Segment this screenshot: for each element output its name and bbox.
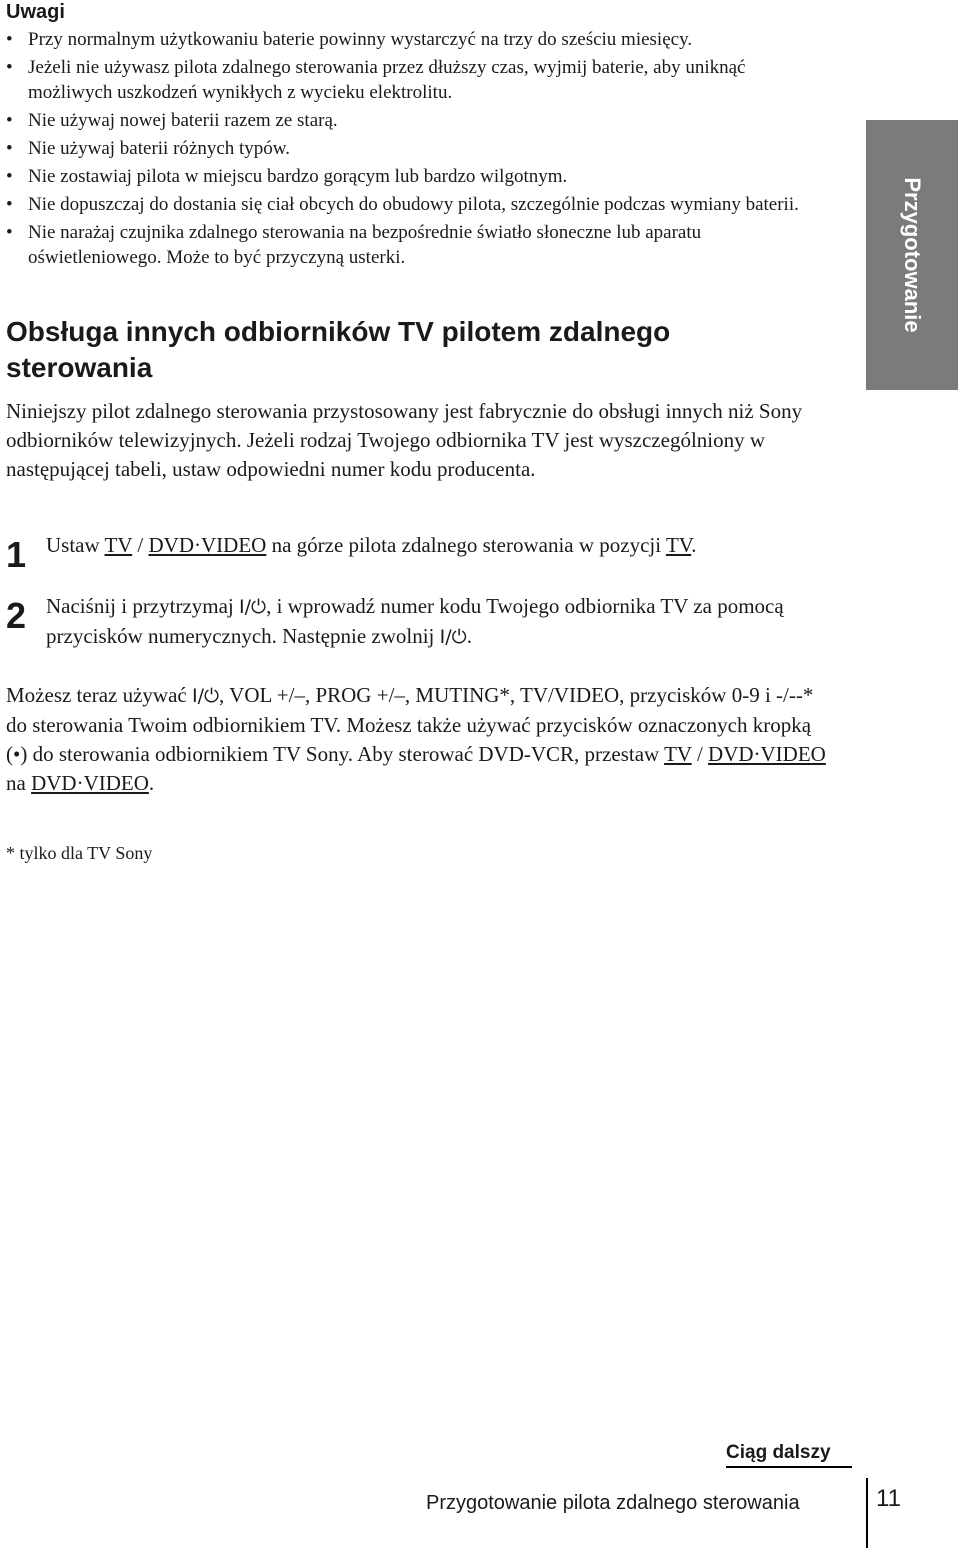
page-number: 11 (876, 1485, 901, 1512)
switch-label-dvd-video: DVD·VIDEO (708, 742, 826, 766)
power-icon: I/⏻ (191, 685, 220, 707)
bullet-icon: • (6, 222, 13, 244)
switch-label-tv: TV (104, 533, 133, 557)
side-tab-label: Przygotowanie (900, 177, 925, 333)
note-text: Nie używaj nowej baterii razem ze starą. (28, 109, 338, 131)
footer-divider (866, 1478, 868, 1548)
notes-heading: Uwagi (6, 1, 65, 23)
switch-label-dvd-video: DVD·VIDEO (148, 533, 267, 557)
bullet-icon: • (6, 137, 13, 159)
list-item (6, 193, 826, 218)
note-text: Nie używaj baterii różnych typów. (28, 137, 291, 159)
step-1 (6, 531, 836, 591)
power-icon: I/⏻ (439, 626, 467, 648)
note-text: Jeżeli nie używasz pilota zdalnego sterowania przez dłuższy czas, wyjmij baterie, aby uniknąć możliwych uszkodzeń wynikłych z wycieku elektrolitu. (28, 57, 746, 103)
list-item (6, 56, 826, 105)
switch-label-dvd-video: DVD·VIDEO (31, 771, 149, 795)
note-text: Nie dopuszczaj do dostania się ciał obcych do obudowy pilota, szczególnie podczas wymiany baterii. (28, 193, 799, 215)
note-text: Nie zostawiaj pilota w miejscu bardzo gorącym lub bardzo wilgotnym. (28, 165, 568, 187)
notes-list (6, 28, 826, 274)
step-2 (6, 592, 836, 652)
list-item (6, 165, 826, 190)
list-item (6, 28, 826, 53)
step-text: Ustaw TV / DVD·VIDEO na górze pilota zdalnego sterowania w pozycji TV. (46, 533, 697, 557)
list-item (6, 137, 826, 162)
switch-label-tv: TV (665, 533, 692, 557)
bullet-icon: • (6, 165, 13, 187)
section-intro: Niniejszy pilot zdalnego sterowania przystosowany jest fabrycznie do obsługi innych niż Sony odbiorników telewizyjnych. Jeżeli rodzaj Twojego odbiornika TV jest wyszczególniony w następującej tabeli, ustaw odpowiedni numer kodu producenta. (6, 399, 803, 481)
bullet-icon: • (6, 193, 13, 215)
step-number: 1 (6, 534, 27, 575)
footnote: * tylko dla TV Sony (6, 843, 153, 863)
list-item (6, 109, 826, 134)
note-text: Przy normalnym użytkowaniu baterie powinny wystarczyć na trzy do sześciu miesięcy. (28, 29, 693, 50)
power-icon: I/⏻ (239, 596, 267, 618)
footer-title: Przygotowanie pilota zdalnego sterowania (426, 1492, 800, 1514)
bullet-icon: • (6, 57, 13, 79)
bullet-icon: • (6, 109, 13, 131)
section-title: Obsługa innych odbiorników TV pilotem zdalnego sterowania (6, 316, 671, 383)
usage-paragraph: Możesz teraz używać I/⏻, VOL +/–, PROG +/–, MUTING*, TV/VIDEO, przycisków 0-9 i -/--* do sterowania Twoim odbiornikiem TV. Możesz także używać przycisków oznaczonych kropką (•) do sterowania odbiornikiem TV Sony. Aby sterować DVD-VCR, przestaw TV / DVD·VIDEO na DVD·VIDEO. (6, 683, 826, 795)
bullet-icon: • (6, 29, 13, 50)
note-text: Nie narażaj czujnika zdalnego sterowania na bezpośrednie światło słoneczne lub aparatu oświetleniowego. Może to być przyczyną usterki. (28, 222, 702, 268)
switch-label-tv: TV (664, 742, 692, 766)
side-tab (866, 120, 958, 390)
step-number: 2 (6, 595, 27, 636)
step-text: Naciśnij i przytrzymaj I/⏻, i wprowadź numer kodu Twojego odbiornika TV za pomocą przycisków numerycznych. Następnie zwolnij I/⏻. (46, 594, 784, 648)
list-item (6, 221, 826, 270)
continued-label: Ciąg dalszy (726, 1440, 852, 1468)
